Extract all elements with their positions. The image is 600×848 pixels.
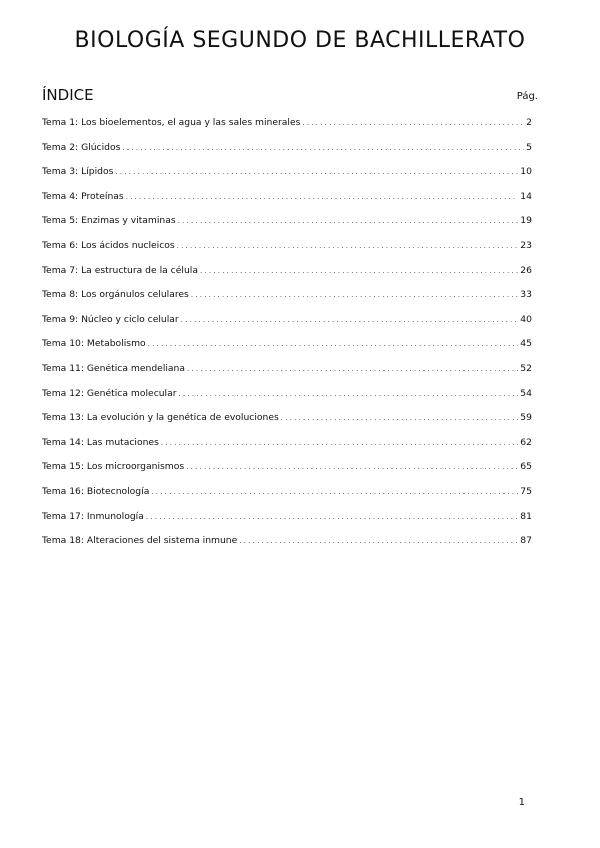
toc-entry-label: Tema 11: Genética mendeliana: [42, 362, 186, 374]
toc-leader: [179, 387, 519, 401]
toc-entry-label: Tema 14: Las mutaciones: [42, 436, 159, 448]
toc-leader: [186, 460, 518, 474]
toc-entry[interactable]: [42, 436, 532, 461]
toc-entry-page: 10: [520, 166, 532, 178]
toc-entry-label: Tema 4: Proteínas: [42, 190, 124, 202]
toc-entry-label: Tema 10: Metabolismo: [42, 338, 146, 350]
toc-entry-page: 62: [520, 436, 532, 448]
toc-entry-page: 59: [520, 412, 532, 424]
toc-entry[interactable]: [42, 485, 532, 510]
toc-leader: [302, 116, 524, 130]
toc-leader: [151, 485, 518, 499]
toc-leader: [187, 362, 518, 376]
toc-entry[interactable]: [42, 534, 532, 559]
toc-entry[interactable]: [42, 141, 532, 166]
toc-entry-page: 26: [520, 264, 532, 276]
toc-entry-label: Tema 9: Núcleo y ciclo celular: [42, 313, 179, 325]
toc-entry[interactable]: [42, 510, 532, 535]
page-title: BIOLOGÍA SEGUNDO DE BACHILLERATO: [74, 28, 526, 53]
toc-entry-label: Tema 6: Los ácidos nucleicos: [42, 239, 175, 251]
toc-entry[interactable]: [42, 387, 532, 412]
toc-entry-label: Tema 12: Genética molecular: [42, 387, 177, 399]
toc-leader: [126, 190, 519, 204]
page-column-label: Pág.: [516, 91, 538, 102]
toc-entry-label: Tema 7: La estructura de la célula: [42, 264, 198, 276]
toc-entry-label: Tema 17: Inmunología: [42, 510, 144, 522]
toc-entry-page: 2: [526, 117, 532, 128]
toc-entry[interactable]: [42, 116, 532, 141]
toc-entry[interactable]: [42, 288, 532, 313]
toc-leader: [177, 239, 519, 253]
toc-entry-page: 23: [520, 239, 532, 251]
toc-leader: [161, 436, 518, 450]
toc-leader: [181, 313, 519, 327]
toc-entry[interactable]: [42, 411, 532, 436]
toc-leader: [148, 337, 519, 351]
toc-leader: [200, 264, 518, 278]
toc-entry-page: 19: [520, 215, 532, 227]
toc-entry[interactable]: [42, 165, 532, 190]
toc-entry[interactable]: [42, 239, 532, 264]
toc-entry-page: 33: [520, 289, 532, 301]
toc-entry-label: Tema 2: Glúcidos: [42, 141, 121, 153]
toc-leader: [146, 510, 518, 524]
toc-entry-label: Tema 8: Los orgánulos celulares: [42, 289, 189, 301]
toc-entry[interactable]: [42, 190, 532, 215]
toc-entry[interactable]: [42, 337, 532, 362]
toc-entry[interactable]: [42, 264, 532, 289]
toc-entry-label: Tema 5: Enzimas y vitaminas: [42, 215, 176, 227]
toc-entry-page: 40: [520, 313, 532, 325]
toc-entry-page: 45: [520, 338, 532, 350]
toc-entry-page: 54: [520, 387, 532, 399]
toc-entry[interactable]: [42, 460, 532, 485]
toc-entry-page: 65: [520, 461, 532, 473]
toc-leader: [239, 534, 518, 548]
toc-entry-page: 52: [520, 362, 532, 374]
index-heading: ÍNDICE: [42, 86, 94, 104]
page-number: 1: [518, 797, 525, 808]
toc-entry-page: 87: [520, 535, 532, 547]
toc-entry[interactable]: [42, 214, 532, 239]
toc-leader: [178, 214, 519, 228]
toc-entry-page: 5: [526, 141, 532, 153]
toc-entry-label: Tema 1: Los bioelementos, el agua y las sales minerales: [42, 117, 301, 128]
toc-entry-label: Tema 3: Lípidos: [42, 166, 114, 178]
table-of-contents: [42, 116, 532, 559]
toc-entry-page: 81: [520, 510, 532, 522]
toc-entry-label: Tema 13: La evolución y la genética de evoluciones: [42, 412, 279, 424]
toc-entry[interactable]: [42, 313, 532, 338]
toc-leader: [191, 288, 518, 302]
toc-leader: [115, 165, 518, 179]
toc-entry[interactable]: [42, 362, 532, 387]
toc-entry-label: Tema 18: Alteraciones del sistema inmune: [42, 535, 238, 547]
toc-entry-page: 75: [520, 485, 532, 497]
toc-leader: [281, 411, 519, 425]
toc-entry-page: 14: [520, 190, 532, 202]
toc-leader: [122, 141, 524, 155]
toc-entry-label: Tema 16: Biotecnología: [42, 485, 150, 497]
toc-entry-label: Tema 15: Los microorganismos: [42, 461, 185, 473]
